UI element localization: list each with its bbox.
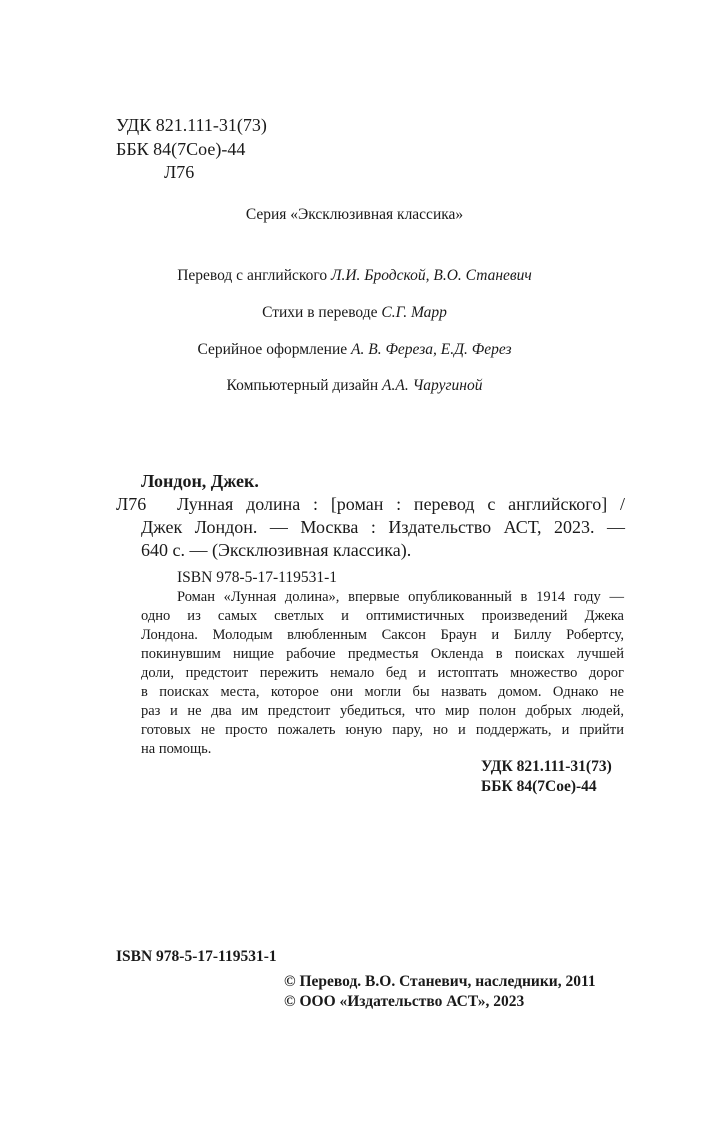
design-names: А. В. Фереза, Е.Д. Ферез <box>351 341 512 358</box>
copyright-publisher: © ООО «Издательство АСТ», 2023 <box>284 993 525 1010</box>
series-line: Серия «Эксклюзивная классика» <box>245 206 464 223</box>
design-label: Серийное оформление <box>197 341 348 358</box>
annotation-line: готовых не просто пожалеть юную пару, но и поддержать, и прийти <box>141 722 624 738</box>
annotation-line: покинувшим нищие рабочие предместья Окленда в поисках лучшей <box>141 646 624 662</box>
computer-design-names: А.А. Чаругиной <box>382 377 483 394</box>
annotation-last-line: на помощь. <box>141 741 212 757</box>
poems-names: С.Г. Марр <box>381 304 447 321</box>
annotation-line: Лондона. Молодым влюбленным Саксон Браун и Биллу Робертсу, <box>141 627 624 643</box>
record-isbn: ISBN 978-5-17-119531-1 <box>177 569 338 586</box>
computer-design-label: Компьютерный дизайн <box>226 377 379 394</box>
author-mark-header: Л76 <box>164 162 195 182</box>
record-author: Лондон, Джек. <box>141 471 259 491</box>
translation-names: Л.И. Бродской, В.О. Станевич <box>330 267 532 284</box>
poems-line <box>0 303 709 323</box>
record-line-2: Джек Лондон. — Москва : Издательство АСТ, 2023. — <box>141 517 625 537</box>
translation-line <box>0 266 709 286</box>
annotation-line: одно из самых светлых и оптимистичных произведений Джека <box>141 608 624 624</box>
poems-label: Стихи в переводе <box>262 304 378 321</box>
footer-isbn: ISBN 978-5-17-119531-1 <box>116 948 277 965</box>
bbk-header: ББК 84(7Сое)-44 <box>116 139 246 159</box>
annotation-line: в поисках места, которое они могли бы назвать домом. Однако не <box>141 684 624 700</box>
computer-design-line <box>0 376 709 396</box>
annotation-line: доли, предстоит пережить немало бед и истоптать множество дорог <box>141 665 624 681</box>
annotation-line: раз и не два им предстоит убедиться, что мир полон добрых людей, <box>141 703 624 719</box>
copyright-translation: © Перевод. В.О. Станевич, наследники, 2011 <box>284 973 596 990</box>
udk-header: УДК 821.111-31(73) <box>116 115 267 135</box>
annotation-bbk: ББК 84(7Сое)-44 <box>481 778 597 795</box>
annotation-udk: УДК 821.111-31(73) <box>481 758 612 775</box>
record-line-1: Лунная долина : [роман : перевод с английского] / <box>177 494 625 514</box>
record-line-3: 640 с. — (Эксклюзивная классика). <box>141 540 412 560</box>
design-line <box>0 340 709 360</box>
annotation <box>141 588 624 759</box>
record-mark: Л76 <box>116 494 147 514</box>
annotation-line: Роман «Лунная долина», впервые опубликованный в 1914 году — <box>177 589 624 605</box>
translation-label: Перевод с английского <box>177 267 328 284</box>
